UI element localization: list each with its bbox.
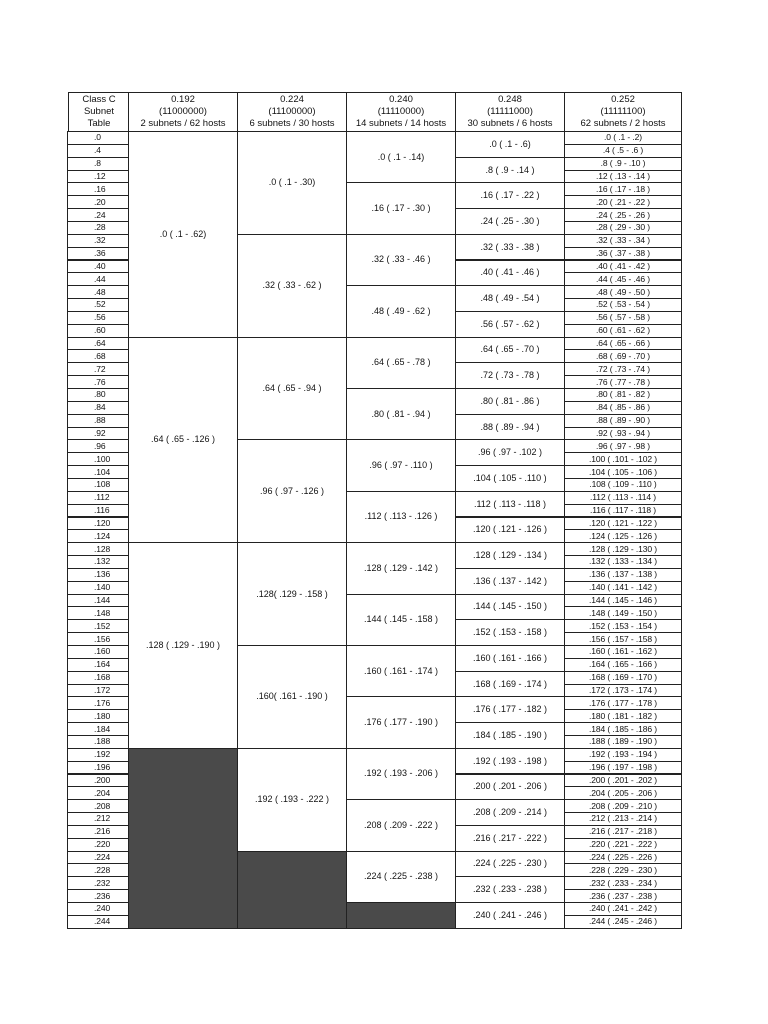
- row-label: .128: [67, 542, 129, 556]
- row-label: .208: [67, 799, 129, 813]
- subnet-cell-252: .16 ( .17 - .18 ): [564, 182, 682, 196]
- subnet-cell-240: .192 ( .193 - .206 ): [346, 748, 456, 800]
- subnet-cell-224: .32 ( .33 - .62 ): [237, 234, 347, 338]
- subnet-cell-252: .112 ( .113 - .114 ): [564, 491, 682, 505]
- mask-header-mask: 0.240: [389, 94, 413, 105]
- row-label: .48: [67, 285, 129, 299]
- subnet-cell-224: .128( .129 - .158 ): [237, 542, 347, 646]
- row-label: .100: [67, 452, 129, 466]
- row-label: .92: [67, 427, 129, 441]
- subnet-cell-248: .56 ( .57 - .62 ): [455, 311, 565, 338]
- row-label: .196: [67, 761, 129, 775]
- subnet-cell-248: .112 ( .113 - .118 ): [455, 491, 565, 518]
- row-label: .40: [67, 260, 129, 274]
- mask-header-desc: 30 subnets / 6 hosts: [467, 118, 553, 129]
- subnet-cell-252: .220 ( .221 - .222 ): [564, 838, 682, 852]
- row-label: .172: [67, 684, 129, 698]
- mask-header: [346, 92, 456, 132]
- subnet-cell-252: .68 ( .69 - .70 ): [564, 349, 682, 363]
- mask-header-mask: 0.192: [171, 94, 195, 105]
- subnet-cell-252: .80 ( .81 - .82 ): [564, 388, 682, 402]
- row-label: .232: [67, 876, 129, 890]
- subnet-cell-252: .84 ( .85 - .86 ): [564, 401, 682, 415]
- row-label: .104: [67, 465, 129, 479]
- subnet-cell-240: .0 ( .1 - .14): [346, 131, 456, 183]
- mask-header: [237, 92, 347, 132]
- subnet-cell-252: .240 ( .241 - .242 ): [564, 902, 682, 916]
- row-label: .72: [67, 362, 129, 376]
- subnet-cell-248: .32 ( .33 - .38 ): [455, 234, 565, 261]
- row-label: .168: [67, 671, 129, 685]
- subnet-cell-224: .64 ( .65 - .94 ): [237, 337, 347, 441]
- subnet-cell-252: .60 ( .61 - .62 ): [564, 324, 682, 338]
- row-label: .80: [67, 388, 129, 402]
- subnet-cell-252: .168 ( .169 - .170 ): [564, 671, 682, 685]
- row-label: .124: [67, 529, 129, 543]
- subnet-cell-252: .8 ( .9 - .10 ): [564, 157, 682, 171]
- row-label: .68: [67, 349, 129, 363]
- row-label: .56: [67, 311, 129, 325]
- subnet-cell-248: .168 ( .169 - .174 ): [455, 671, 565, 698]
- mask-header-binary: (11111100): [600, 106, 646, 117]
- subnet-cell-248: .224 ( .225 - .230 ): [455, 851, 565, 878]
- subnet-cell-248: .128 ( .129 - .134 ): [455, 542, 565, 569]
- subnet-cell-240: .32 ( .33 - .46 ): [346, 234, 456, 286]
- subnet-cell-248: .184 ( .185 - .190 ): [455, 722, 565, 749]
- subnet-cell-240: .208 ( .209 - .222 ): [346, 799, 456, 851]
- row-label: .36: [67, 247, 129, 261]
- corner-line: Class C: [82, 94, 116, 105]
- row-label: .192: [67, 748, 129, 762]
- subnet-cell-252: .32 ( .33 - .34 ): [564, 234, 682, 248]
- subnet-cell-252: .0 ( .1 - .2): [564, 131, 682, 145]
- subnet-cell-248: .208 ( .209 - .214 ): [455, 799, 565, 826]
- row-label: .64: [67, 337, 129, 351]
- subnet-cell-248: .160 ( .161 - .166 ): [455, 645, 565, 672]
- subnet-cell-240: .16 ( .17 - .30 ): [346, 182, 456, 234]
- unused-region: [128, 748, 238, 929]
- row-label: .228: [67, 863, 129, 877]
- subnet-cell-252: .188 ( .189 - .190 ): [564, 735, 682, 749]
- mask-header-binary: (11000000): [159, 106, 207, 117]
- subnet-cell-252: .192 ( .193 - .194 ): [564, 748, 682, 762]
- subnet-cell-248: .24 ( .25 - .30 ): [455, 208, 565, 235]
- subnet-cell-252: .72 ( .73 - .74 ): [564, 362, 682, 376]
- row-label: .8: [67, 157, 129, 171]
- mask-header-binary: (11111000): [487, 106, 533, 117]
- row-label: .52: [67, 298, 129, 312]
- row-label: .164: [67, 658, 129, 672]
- row-label: .136: [67, 568, 129, 582]
- subnet-cell-252: .88 ( .89 - .90 ): [564, 414, 682, 428]
- row-label: .132: [67, 555, 129, 569]
- row-label: .156: [67, 632, 129, 646]
- subnet-cell-252: .172 ( .173 - .174 ): [564, 684, 682, 698]
- subnet-cell-252: .232 ( .233 - .234 ): [564, 876, 682, 890]
- subnet-cell-248: .232 ( .233 - .238 ): [455, 876, 565, 903]
- mask-header-desc: 6 subnets / 30 hosts: [249, 118, 335, 129]
- row-label: .212: [67, 812, 129, 826]
- row-label: .112: [67, 491, 129, 505]
- subnet-cell-248: .16 ( .17 - .22 ): [455, 182, 565, 209]
- row-label: .20: [67, 195, 129, 209]
- row-label: .4: [67, 144, 129, 158]
- subnet-cell-252: .128 ( .129 - .130 ): [564, 542, 682, 556]
- subnet-cell-252: .204 ( .205 - .206 ): [564, 786, 682, 800]
- subnet-cell-252: .144 ( .145 - .146 ): [564, 594, 682, 608]
- row-label: .84: [67, 401, 129, 415]
- subnet-cell-192: .128 ( .129 - .190 ): [128, 542, 238, 749]
- subnet-cell-224: .160( .161 - .190 ): [237, 645, 347, 749]
- subnet-cell-252: .52 ( .53 - .54 ): [564, 298, 682, 312]
- subnet-cell-248: .88 ( .89 - .94 ): [455, 414, 565, 441]
- subnet-cell-252: .12 ( .13 - .14 ): [564, 170, 682, 184]
- mask-header-mask: 0.224: [280, 94, 304, 105]
- subnet-cell-240: .80 ( .81 - .94 ): [346, 388, 456, 440]
- subnet-cell-224: .192 ( .193 - .222 ): [237, 748, 347, 852]
- subnet-cell-252: .100 ( .101 - .102 ): [564, 452, 682, 466]
- subnet-cell-248: .216 ( .217 - .222 ): [455, 825, 565, 852]
- unused-region: [346, 902, 456, 929]
- corner-line: Table: [87, 118, 111, 129]
- row-label: .176: [67, 696, 129, 710]
- subnet-cell-224: .96 ( .97 - .126 ): [237, 439, 347, 543]
- subnet-cell-252: .244 ( .245 - .246 ): [564, 915, 682, 929]
- subnet-cell-248: .104 ( .105 - .110 ): [455, 465, 565, 492]
- subnet-cell-252: .236 ( .237 - .238 ): [564, 889, 682, 903]
- subnet-cell-252: .92 ( .93 - .94 ): [564, 427, 682, 441]
- unused-region: [237, 851, 347, 929]
- subnet-cell-252: .28 ( .29 - .30 ): [564, 221, 682, 235]
- row-label: .244: [67, 915, 129, 929]
- row-label: .12: [67, 170, 129, 184]
- subnet-cell-240: .96 ( .97 - .110 ): [346, 439, 456, 491]
- row-label: .148: [67, 606, 129, 620]
- subnet-cell-248: .0 ( .1 - .6): [455, 131, 565, 158]
- subnet-cell-252: .120 ( .121 - .122 ): [564, 517, 682, 531]
- subnet-cell-248: .8 ( .9 - .14 ): [455, 157, 565, 184]
- mask-header-desc: 14 subnets / 14 hosts: [355, 118, 447, 129]
- row-label: .224: [67, 851, 129, 865]
- subnet-cell-240: .128 ( .129 - .142 ): [346, 542, 456, 594]
- mask-header-desc: 62 subnets / 2 hosts: [580, 118, 666, 129]
- corner-header: [68, 92, 130, 132]
- row-label: .32: [67, 234, 129, 248]
- row-label: .60: [67, 324, 129, 338]
- subnet-cell-252: .48 ( .49 - .50 ): [564, 285, 682, 299]
- row-label: .44: [67, 272, 129, 286]
- mask-header-binary: (11110000): [377, 106, 425, 117]
- mask-header-mask: 0.252: [611, 94, 635, 105]
- subnet-cell-252: .136 ( .137 - .138 ): [564, 568, 682, 582]
- subnet-cell-252: .152 ( .153 - .154 ): [564, 619, 682, 633]
- subnet-cell-252: .200 ( .201 - .202 ): [564, 774, 682, 788]
- row-label: .188: [67, 735, 129, 749]
- row-label: .180: [67, 709, 129, 723]
- subnet-cell-240: .224 ( .225 - .238 ): [346, 851, 456, 903]
- row-label: .140: [67, 581, 129, 595]
- row-label: .88: [67, 414, 129, 428]
- subnet-cell-192: .0 ( .1 - .62): [128, 131, 238, 338]
- subnet-cell-252: .44 ( .45 - .46 ): [564, 272, 682, 286]
- subnet-cell-252: .124 ( .125 - .126 ): [564, 529, 682, 543]
- subnet-cell-252: .164 ( .165 - .166 ): [564, 658, 682, 672]
- row-label: .144: [67, 594, 129, 608]
- mask-header: [128, 92, 238, 132]
- subnet-cell-252: .184 ( .185 - .186 ): [564, 722, 682, 736]
- subnet-cell-240: .144 ( .145 - .158 ): [346, 594, 456, 646]
- subnet-cell-248: .144 ( .145 - .150 ): [455, 594, 565, 621]
- row-label: .204: [67, 786, 129, 800]
- row-label: .236: [67, 889, 129, 903]
- subnet-cell-192: .64 ( .65 - .126 ): [128, 337, 238, 544]
- subnet-cell-252: .64 ( .65 - .66 ): [564, 337, 682, 351]
- mask-header-desc: 2 subnets / 62 hosts: [140, 118, 226, 129]
- mask-header: [564, 92, 682, 132]
- subnet-cell-248: .96 ( .97 - .102 ): [455, 439, 565, 466]
- subnet-cell-252: .36 ( .37 - .38 ): [564, 247, 682, 261]
- row-label: .16: [67, 182, 129, 196]
- row-label: .152: [67, 619, 129, 633]
- subnet-cell-248: .40 ( .41 - .46 ): [455, 260, 565, 287]
- corner-line: Subnet: [83, 106, 115, 117]
- subnet-cell-252: .116 ( .117 - .118 ): [564, 504, 682, 518]
- row-label: .220: [67, 838, 129, 852]
- subnet-cell-252: .148 ( .149 - .150 ): [564, 606, 682, 620]
- subnet-cell-252: .156 ( .157 - .158 ): [564, 632, 682, 646]
- subnet-cell-252: .208 ( .209 - .210 ): [564, 799, 682, 813]
- subnet-cell-252: .20 ( .21 - .22 ): [564, 195, 682, 209]
- subnet-cell-252: .140 ( .141 - .142 ): [564, 581, 682, 595]
- subnet-cell-248: .64 ( .65 - .70 ): [455, 337, 565, 364]
- subnet-cell-248: .80 ( .81 - .86 ): [455, 388, 565, 415]
- row-label: .96: [67, 439, 129, 453]
- row-label: .0: [67, 131, 129, 145]
- subnet-cell-252: .24 ( .25 - .26 ): [564, 208, 682, 222]
- subnet-cell-252: .56 ( .57 - .58 ): [564, 311, 682, 325]
- subnet-cell-252: .96 ( .97 - .98 ): [564, 439, 682, 453]
- subnet-cell-252: .76 ( .77 - .78 ): [564, 375, 682, 389]
- subnet-cell-252: .160 ( .161 - .162 ): [564, 645, 682, 659]
- subnet-cell-248: .192 ( .193 - .198 ): [455, 748, 565, 775]
- mask-header-binary: (11100000): [268, 106, 316, 117]
- row-label: .120: [67, 517, 129, 531]
- subnet-cell-252: .180 ( .181 - .182 ): [564, 709, 682, 723]
- row-label: .184: [67, 722, 129, 736]
- subnet-cell-248: .48 ( .49 - .54 ): [455, 285, 565, 312]
- subnet-cell-248: .120 ( .121 - .126 ): [455, 517, 565, 544]
- subnet-cell-224: .0 ( .1 - .30): [237, 131, 347, 235]
- subnet-cell-252: .4 ( .5 - .6 ): [564, 144, 682, 158]
- subnet-cell-240: .160 ( .161 - .174 ): [346, 645, 456, 697]
- subnet-cell-248: .240 ( .241 - .246 ): [455, 902, 565, 929]
- row-label: .28: [67, 221, 129, 235]
- row-label: .200: [67, 774, 129, 788]
- subnet-cell-248: .200 ( .201 - .206 ): [455, 774, 565, 801]
- subnet-cell-252: .212 ( .213 - .214 ): [564, 812, 682, 826]
- subnet-cell-252: .196 ( .197 - .198 ): [564, 761, 682, 775]
- row-label: .24: [67, 208, 129, 222]
- subnet-cell-252: .228 ( .229 - .230 ): [564, 863, 682, 877]
- subnet-cell-240: .48 ( .49 - .62 ): [346, 285, 456, 337]
- subnet-cell-252: .104 ( .105 - .106 ): [564, 465, 682, 479]
- mask-header: [455, 92, 565, 132]
- subnet-cell-240: .112 ( .113 - .126 ): [346, 491, 456, 543]
- row-label: .108: [67, 478, 129, 492]
- subnet-cell-248: .176 ( .177 - .182 ): [455, 696, 565, 723]
- row-label: .160: [67, 645, 129, 659]
- subnet-cell-252: .132 ( .133 - .134 ): [564, 555, 682, 569]
- subnet-cell-252: .108 ( .109 - .110 ): [564, 478, 682, 492]
- subnet-cell-252: .216 ( .217 - .218 ): [564, 825, 682, 839]
- subnet-cell-248: .72 ( .73 - .78 ): [455, 362, 565, 389]
- subnet-cell-240: .64 ( .65 - .78 ): [346, 337, 456, 389]
- row-label: .216: [67, 825, 129, 839]
- row-label: .240: [67, 902, 129, 916]
- subnet-cell-252: .224 ( .225 - .226 ): [564, 851, 682, 865]
- subnet-cell-252: .40 ( .41 - .42 ): [564, 260, 682, 274]
- subnet-cell-252: .176 ( .177 - .178 ): [564, 696, 682, 710]
- row-label: .76: [67, 375, 129, 389]
- mask-header-mask: 0.248: [498, 94, 522, 105]
- row-label: .116: [67, 504, 129, 518]
- subnet-cell-248: .136 ( .137 - .142 ): [455, 568, 565, 595]
- subnet-cell-240: .176 ( .177 - .190 ): [346, 696, 456, 748]
- subnet-cell-248: .152 ( .153 - .158 ): [455, 619, 565, 646]
